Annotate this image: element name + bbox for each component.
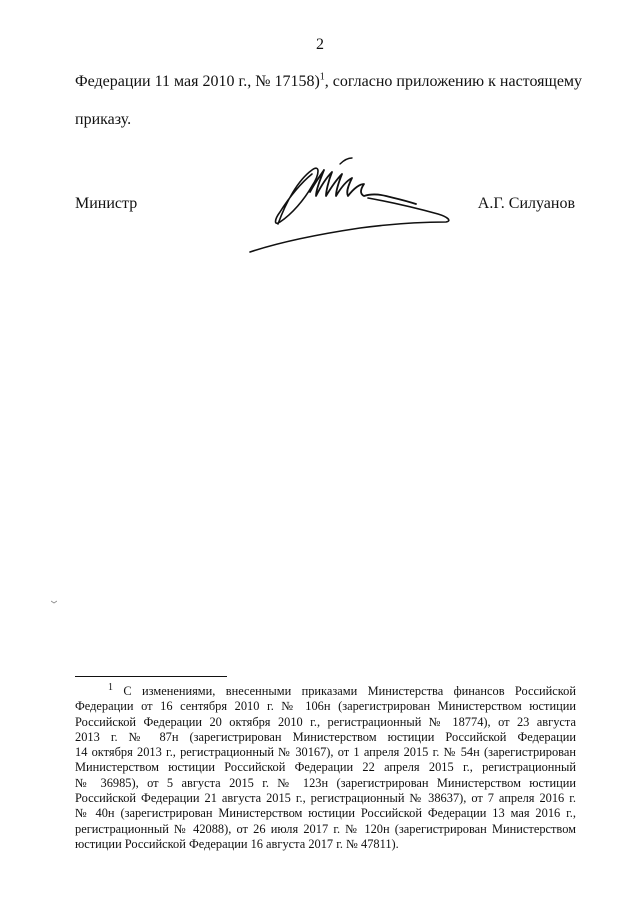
- footnote-line: Федерации от 16 сентября 2010 г. № 106н (зарегистрирован Министерством юстиции: [75, 699, 576, 714]
- footnote-separator: [75, 676, 227, 677]
- body-text-line-2: приказу.: [75, 111, 132, 128]
- handwritten-signature: [240, 150, 470, 260]
- footnote-line: Российской Федерации 21 августа 2015 г., регистрационный № 38637), от 7 апреля 2016 г.: [75, 791, 576, 806]
- footnote-line-text: С изменениями, внесенными приказами Министерства финансов Российской: [123, 684, 576, 698]
- stray-mark: [51, 600, 57, 604]
- signer-title: Министр: [75, 195, 138, 212]
- footnote-line: 2013 г. № 87н (зарегистрирован Министерством юстиции Российской Федерации: [75, 729, 576, 744]
- footnote: [75, 681, 576, 852]
- footnote-line: 14 октября 2013 г., регистрационный № 30167), от 1 апреля 2015 г. № 54н (зарегистрирован: [75, 745, 576, 760]
- footnote-line: юстиции Российской Федерации 16 августа 2017 г. № 47811).: [75, 836, 399, 851]
- footnote-line: Министерством юстиции Российской Федерации 22 апреля 2015 г., регистрационный: [75, 760, 576, 775]
- footnote-line: регистрационный № 42088), от 26 июля 2017 г. № 120н (зарегистрирован Министерством: [75, 821, 576, 836]
- body-text-line-1: [75, 71, 583, 91]
- footnote-line: № 40н (зарегистрирован Министерством юстиции Российской Федерации 13 мая 2016 г.,: [75, 806, 576, 821]
- body-text-segment-tail: , согласно приложению к настоящему: [324, 73, 583, 90]
- footnote-line: № 36985), от 5 августа 2015 г. № 123н (зарегистрирован Министерством юстиции: [75, 775, 576, 790]
- footnote-line: [75, 681, 576, 699]
- footnote-line: Российской Федерации 20 октября 2010 г., регистрационный № 18774), от 23 августа: [75, 714, 576, 729]
- page-number: 2: [316, 36, 324, 53]
- footnote-marker: 1: [108, 681, 113, 693]
- footnote-reference: 1: [319, 71, 325, 83]
- signer-name: А.Г. Силуанов: [477, 195, 575, 212]
- body-text-segment: Федерации 11 мая 2010 г., № 17158): [75, 73, 320, 90]
